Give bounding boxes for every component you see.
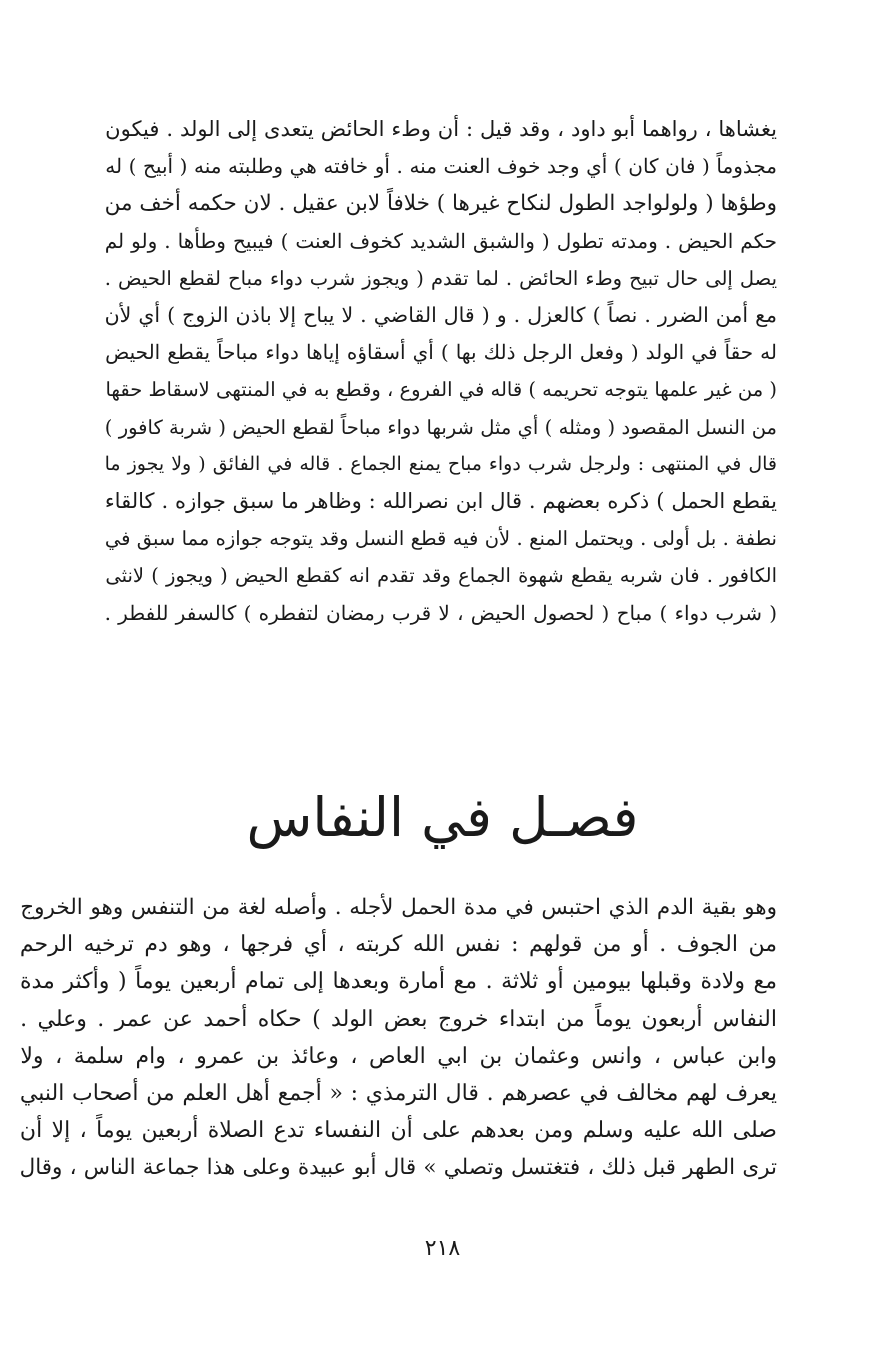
top-paragraph — [105, 111, 777, 632]
text-line: قال في المنتهى : ولرجل شرب دواء مباح يمنع الجماع . قاله في الفائق ( ولا يجوز ما — [105, 452, 777, 475]
bottom-paragraph — [20, 889, 777, 1187]
text-line: ( شرب دواء ) مباح ( لحصول الحيض ، لا قرب رمضان لتفطره ) كالسفر للفطر . — [105, 600, 777, 625]
text-line: ترى الطهر قبل ذلك ، فتغتسل وتصلي » قال أبو عبيدة وعلى هذا جماعة الناس ، وقال — [20, 1155, 777, 1181]
text-line: ( من غير علمها يتوجه تحريمه ) قاله في الفروع ، وقطع به في المنتهى لاسقاط حقها — [105, 378, 777, 402]
text-line: نطفة . بل أولى . ويحتمل المنع . لأن فيه قطع النسل وقد يتوجه جوازه مما سبق في — [105, 527, 777, 551]
text-line: له حقاً في الولد ( وفعل الرجل ذلك بها ) أي أسقاؤه إياها دواء مباحاً يقطع الحيض — [105, 340, 777, 365]
text-line: صلى الله عليه وسلم ومن بعدهم على أن النفساء تدع الصلاة أربعين يوماً ، إلا أن — [20, 1118, 777, 1144]
text-line: النفاس أربعون يوماً من ابتداء خروج بعض الولد ) حكاه أحمد عن عمر . وعلي . — [20, 1006, 777, 1032]
text-line: يصل إلى حال تبيح وطء الحائض . لما تقدم ( ويجوز شرب دواء مباح لقطع الحيض . — [105, 266, 777, 290]
text-line: يقطع الحمل ) ذكره بعضهم . قال ابن نصرالله : وظاهر ما سبق جوازه . كالقاء — [105, 489, 777, 514]
text-line: وطؤها ( ولولواجد الطول لنكاح غيرها ) خلافاً لابن عقيل . لان حكمه أخف من — [105, 191, 777, 217]
chapter-heading: فصـل في النفاس — [246, 786, 639, 850]
text-line: من الجوف . أو من قولهم : نفس الله كربته ، أي فرجها ، وهو دم ترخيه الرحم — [20, 932, 777, 958]
text-line: يعرف لهم مخالف في عصرهم . قال الترمذي : « أجمع أهل العلم من أصحاب النبي — [20, 1081, 777, 1107]
page-number: ٢١٨ — [424, 1236, 461, 1261]
text-line: وهو بقية الدم الذي احتبس في مدة الحمل لأجله . وأصله لغة من التنفس وهو الخروج — [20, 895, 777, 920]
text-line: الكافور . فان شربه يقطع شهوة الجماع وقد تقدم انه كقطع الحيض ( ويجوز ) لانثى — [105, 564, 777, 588]
text-line: يغشاها ، رواهما أبو داود ، وقد قيل : أن وطء الحائض يتعدى إلى الولد . فيكون — [105, 117, 777, 141]
text-line: مع ولادة وقبلها بيومين أو ثلاثة . مع أمارة وبعدها إلى تمام أربعين يوماً ( وأكثر مدة — [20, 969, 777, 995]
text-line: مجذوماً ( فان كان ) أي وجد خوف العنت منه . أو خافته هي وطلبته منه ( أبيح ) له — [105, 154, 777, 179]
text-line: مع أمن الضرر . نصاً ) كالعزل . و ( قال القاضي . لا يباح إلا باذن الزوج ) أي لأن — [105, 303, 777, 328]
text-line: حكم الحيض . ومدته تطول ( والشبق الشديد كخوف العنت ) فيبيح وطأها . ولو لم — [105, 228, 777, 253]
text-line: من النسل المقصود ( ومثله ) أي مثل شربها دواء مباحاً لقطع الحيض ( شربة كافور ) — [105, 415, 777, 439]
text-line: وابن عباس ، وانس وعثمان بن ابي العاص ، وعائذ بن عمرو ، وام سلمة ، ولا — [20, 1043, 777, 1069]
